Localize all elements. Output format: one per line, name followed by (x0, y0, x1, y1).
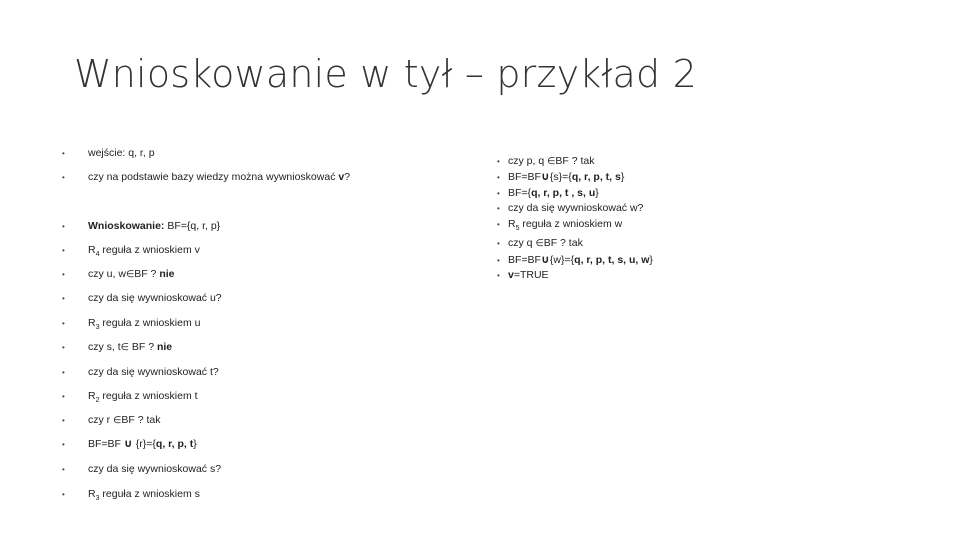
text-segment: czy q (508, 237, 536, 250)
text-segment: czy da się wywnioskować t? (88, 366, 219, 378)
list-item-text (508, 201, 643, 216)
text-segment: BF={q, r, p} (167, 220, 221, 232)
text-segment: R (88, 390, 96, 402)
text-segment: 5 (515, 224, 520, 232)
list-item-text (88, 437, 197, 451)
list-item (62, 267, 174, 282)
text-segment: {w}={ (549, 253, 575, 266)
bullet-icon: • (62, 149, 65, 158)
bullet-icon: • (62, 270, 65, 279)
list-item (62, 487, 200, 506)
list-item-text (88, 170, 350, 184)
bullet-icon: • (62, 319, 65, 328)
text-segment: {r}={ (132, 438, 156, 450)
text-segment: ∈ (535, 238, 544, 250)
text-segment: ∈ (113, 415, 122, 426)
list-item-text (508, 169, 624, 185)
list-item (62, 170, 350, 185)
bullet-icon: • (497, 219, 500, 229)
list-item (62, 146, 155, 161)
text-segment: BF=BF (88, 438, 124, 450)
text-segment: q, r, p, t , s, u (531, 186, 596, 199)
text-segment: q, r, p, t, s, u, w (574, 253, 650, 266)
text-segment: } (595, 186, 599, 199)
text-segment: nie (156, 341, 173, 353)
text-segment: czy u, w (88, 268, 126, 280)
list-item (62, 365, 219, 380)
bullet-icon: • (497, 270, 500, 280)
list-item-text (88, 219, 220, 233)
text-segment: 4 (95, 251, 100, 259)
list-item (62, 291, 222, 306)
list-item (497, 169, 817, 185)
list-item (62, 243, 200, 262)
list-item (62, 437, 197, 452)
list-item-text (88, 316, 200, 335)
list-item-text (508, 236, 583, 251)
bullet-icon: • (62, 416, 65, 425)
slide-title: Wnioskowanie w tył – przykład 2 (74, 52, 697, 96)
bullet-icon: • (497, 204, 500, 214)
text-segment: ∈ (125, 269, 135, 280)
text-segment: czy da się wywnioskować w? (508, 202, 644, 215)
text-segment: R (508, 217, 516, 230)
bullet-icon: • (497, 157, 500, 166)
bullet-icon: • (62, 465, 65, 474)
text-segment: BF=BF (508, 253, 541, 266)
left-bullet-list (62, 0, 462, 540)
list-item-text (88, 389, 198, 408)
bullet-icon: • (62, 440, 65, 449)
text-segment: ∪ (540, 170, 550, 184)
text-segment: ∈ (120, 342, 129, 353)
text-segment: } (193, 438, 197, 450)
text-segment: reguła z wnioskiem v (99, 244, 200, 256)
text-segment: Wnioskowanie: (88, 220, 168, 232)
text-segment: } (620, 171, 625, 184)
text-segment: ∈ (547, 156, 556, 167)
bullet-icon: • (62, 343, 65, 352)
text-segment: czy r (88, 414, 114, 426)
text-segment: q, r, p, t (155, 438, 194, 450)
text-segment: =TRUE (513, 268, 549, 281)
text-segment: reguła z wnioskiem t (99, 390, 198, 402)
text-segment: v (338, 171, 345, 183)
bullet-icon: • (62, 392, 65, 401)
text-segment: reguła z wnioskiem w (519, 217, 623, 230)
list-item (62, 413, 160, 428)
text-segment: q, r, p, t, s (571, 171, 621, 184)
bullet-icon: • (62, 368, 65, 377)
bullet-icon: • (62, 246, 65, 255)
bullet-icon: • (62, 294, 65, 303)
list-item-text (88, 267, 174, 282)
list-item-text (88, 413, 160, 428)
text-segment: czy s, t (88, 341, 121, 353)
text-segment: 2 (95, 397, 100, 405)
list-item (497, 186, 817, 201)
text-segment: R (88, 317, 96, 329)
text-segment: czy da się wywnioskować s? (88, 463, 222, 475)
text-segment: BF ? (128, 341, 157, 353)
text-segment: czy p, q (508, 155, 548, 167)
bullet-icon: • (497, 173, 500, 183)
text-segment: 3 (95, 324, 100, 332)
list-item-text (88, 487, 200, 506)
list-item (62, 316, 200, 335)
text-segment: ? (344, 171, 351, 183)
text-segment: {s}={ (549, 171, 572, 184)
bullet-icon: • (497, 239, 500, 249)
list-item-text (88, 365, 219, 379)
list-item-text (88, 291, 222, 305)
text-segment: reguła z wnioskiem u (99, 317, 201, 329)
text-segment: BF ? tak (555, 155, 595, 167)
list-item-text (508, 217, 622, 237)
list-item-text (88, 462, 221, 476)
text-segment: czy da się wywnioskować u? (88, 292, 222, 304)
text-segment: 3 (95, 495, 100, 503)
text-segment: } (649, 253, 653, 266)
text-segment: ∪ (123, 437, 133, 450)
list-item (497, 217, 817, 237)
list-item-text (88, 146, 155, 160)
list-item (62, 219, 220, 234)
text-segment: nie (159, 268, 175, 280)
list-item-text (508, 252, 653, 268)
list-item (497, 236, 817, 251)
text-segment: R (88, 244, 96, 256)
bullet-icon: • (497, 255, 500, 265)
text-segment: czy na podstawie bazy wiedzy można wywnioskować (88, 171, 339, 183)
text-segment: BF={ (508, 186, 532, 199)
text-segment: BF=BF (508, 171, 541, 184)
text-segment: reguła z wnioskiem s (99, 488, 200, 500)
list-item-text (88, 340, 172, 355)
text-segment: ∪ (540, 252, 550, 266)
text-segment: BF ? tak (543, 237, 583, 250)
bullet-icon: • (62, 173, 65, 182)
list-item (497, 201, 817, 216)
list-item (497, 268, 817, 283)
bullet-icon: • (62, 490, 65, 499)
text-segment: R (88, 488, 96, 500)
text-segment: v (508, 268, 514, 281)
list-item-text (508, 268, 549, 283)
list-item (62, 389, 198, 408)
list-item-text (88, 243, 200, 262)
list-item (62, 462, 221, 477)
text-segment: BF ? (134, 268, 160, 280)
list-item (62, 340, 172, 355)
list-item-text (508, 154, 595, 169)
right-bullet-list (497, 154, 817, 283)
bullet-icon: • (62, 222, 65, 231)
list-item-text (508, 186, 599, 201)
bullet-icon: • (497, 188, 500, 198)
text-segment: wejście: q, r, p (88, 147, 155, 159)
list-item (497, 252, 817, 268)
list-item (497, 154, 817, 169)
text-segment: BF ? tak (121, 414, 161, 426)
